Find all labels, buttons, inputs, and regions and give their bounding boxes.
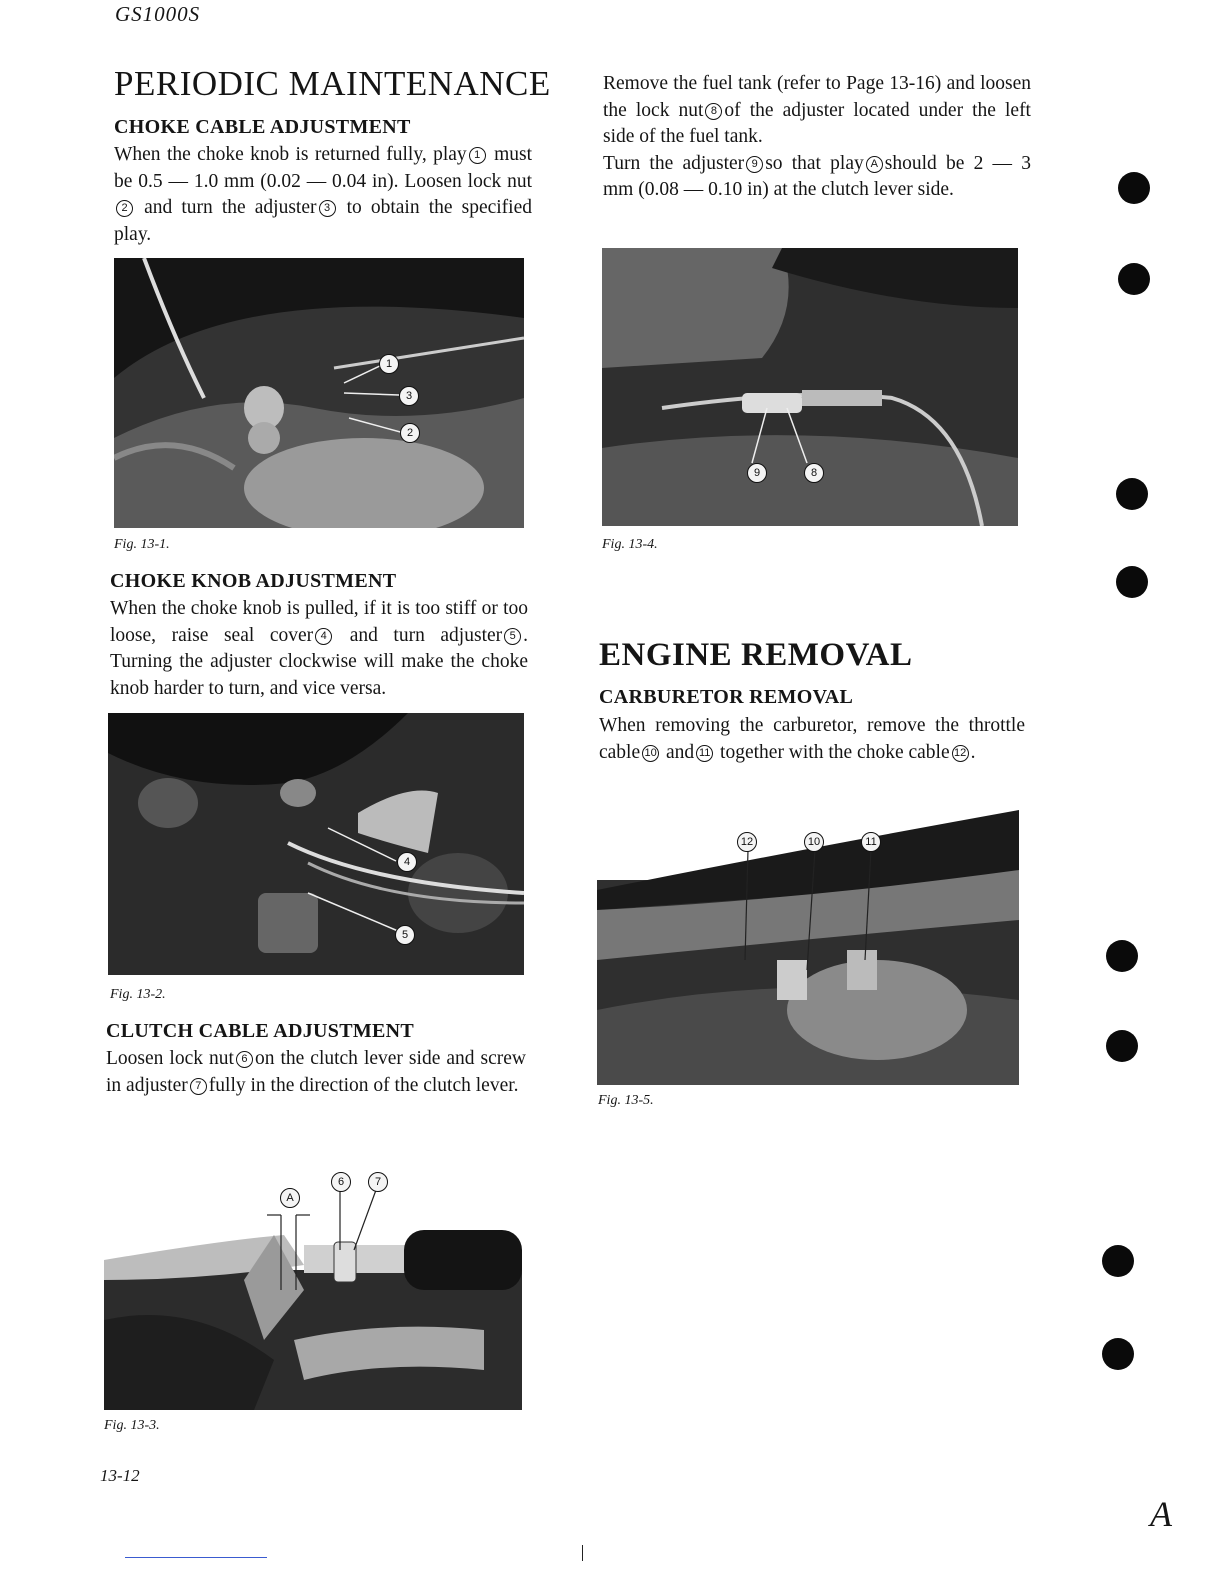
callout-10: 10	[642, 745, 659, 762]
center-tick-mark	[582, 1545, 583, 1561]
caption-fig-13-1: Fig. 13-1.	[114, 537, 170, 552]
figure-13-3-illustration	[104, 1170, 522, 1410]
binder-hole-mark	[1118, 263, 1150, 295]
fig2-label-4: 4	[397, 852, 417, 872]
figure-13-2-photo	[108, 713, 524, 975]
heading-choke-knob-adjustment: CHOKE KNOB ADJUSTMENT	[110, 570, 397, 592]
fig3-label-6: 6	[331, 1172, 351, 1192]
callout-11: 11	[696, 745, 713, 762]
callout-5: 5	[504, 628, 521, 645]
page-number: 13-12	[100, 1466, 140, 1485]
heading-carburetor-removal: CARBURETOR REMOVAL	[599, 686, 854, 708]
fig4-label-9: 9	[747, 463, 767, 483]
binder-hole-mark	[1102, 1245, 1134, 1277]
caption-fig-13-3: Fig. 13-3.	[104, 1418, 160, 1433]
callout-2: 2	[116, 200, 133, 217]
section-title-periodic-maintenance: PERIODIC MAINTENANCE	[114, 64, 551, 103]
figure-13-4-photo	[602, 248, 1018, 526]
binder-hole-mark	[1106, 940, 1138, 972]
paragraph-carburetor-removal: When removing the carburetor, remove the throttle cable 10 and 11 together with the choke cable 12 .	[599, 715, 1025, 763]
paragraph-clutch-cable: Loosen lock nut 6 on the clutch lever side and screw in adjuster 7 fully in the direction of the clutch lever.	[106, 1048, 527, 1096]
figure-13-4-illustration	[602, 248, 1018, 526]
paragraph-choke-cable: When the choke knob is returned fully, play 1 must be 0.5 — 1.0 mm (0.02 — 0.04 in). Loosen lock nut2 and turn the adjuster 3 to obtain the specified play.	[114, 144, 532, 245]
callout-9: 9	[746, 156, 763, 173]
fig5-label-12: 12	[737, 832, 757, 852]
figure-13-3	[104, 1170, 522, 1410]
callout-8: 8	[705, 103, 722, 120]
paragraph-fuel-tank: Remove the fuel tank (refer to Page 13-16) and loosen the lock nut 8 of the adjuster located under the left side of the fuel tank. Turn the adjuster 9 so that play A should be 2 — 3 mm (0.08 — 0.10 in) at the clutch lever side.	[603, 73, 1031, 200]
fig3-label-7: 7	[368, 1172, 388, 1192]
fig1-label-3: 3	[399, 386, 419, 406]
figure-13-5-illustration	[597, 810, 1019, 1085]
callout-7: 7	[190, 1078, 207, 1095]
fig5-label-11: 11	[861, 832, 881, 852]
figure-13-2-illustration	[108, 713, 524, 975]
heading-choke-cable-adjustment: CHOKE CABLE ADJUSTMENT	[114, 116, 411, 138]
binder-hole-mark	[1102, 1338, 1134, 1370]
fig4-label-8: 8	[804, 463, 824, 483]
binder-hole-mark	[1116, 478, 1148, 510]
fig5-label-10: 10	[804, 832, 824, 852]
figure-13-1-photo	[114, 258, 524, 528]
footer-rule	[125, 1557, 267, 1558]
callout-4: 4	[315, 628, 332, 645]
document-code: GS1000S	[115, 2, 201, 26]
heading-clutch-cable-adjustment: CLUTCH CABLE ADJUSTMENT	[106, 1020, 415, 1042]
fig1-label-1: 1	[379, 354, 399, 374]
binder-hole-mark	[1106, 1030, 1138, 1062]
callout-3: 3	[319, 200, 336, 217]
figure-13-1-illustration	[114, 258, 524, 528]
callout-1: 1	[469, 147, 486, 164]
corner-mark: A	[1150, 1494, 1172, 1534]
fig3-label-A: A	[280, 1188, 300, 1208]
callout-6: 6	[236, 1051, 253, 1068]
fig1-label-2: 2	[400, 423, 420, 443]
caption-fig-13-2: Fig. 13-2.	[110, 987, 166, 1002]
callout-12: 12	[952, 745, 969, 762]
paragraph-choke-knob: When the choke knob is pulled, if it is too stiff or too loose, raise seal cover 4 and turn adjuster 5 . Turning the adjuster clockwise will make the choke knob harder to turn, and vice versa.	[110, 598, 529, 699]
caption-fig-13-5: Fig. 13-5.	[598, 1093, 654, 1108]
binder-hole-mark	[1118, 172, 1150, 204]
figure-13-5	[597, 810, 1019, 1085]
caption-fig-13-4: Fig. 13-4.	[602, 537, 658, 552]
binder-hole-mark	[1116, 566, 1148, 598]
callout-A: A	[866, 156, 883, 173]
section-title-engine-removal: ENGINE REMOVAL	[599, 637, 913, 673]
fig2-label-5: 5	[395, 925, 415, 945]
